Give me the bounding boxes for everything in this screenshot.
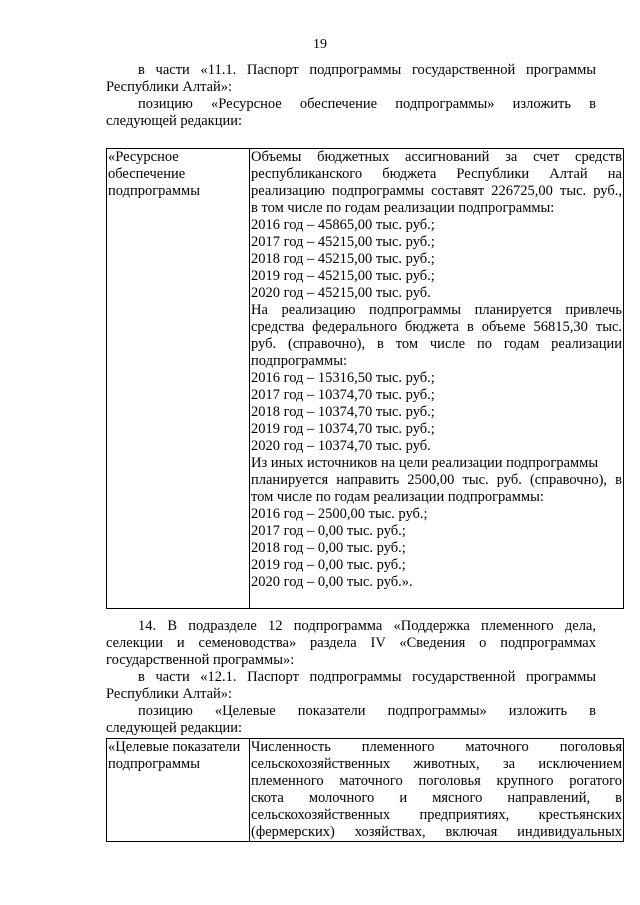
cell-text-line: На реализацию подпрограммы планируется привлечь	[251, 302, 622, 318]
text-line: Республики Алтай»:	[106, 79, 233, 95]
cell-text-line: том числе по годам реализации подпрограммы:	[251, 489, 544, 505]
cell-text-line: 2018 год – 10374,70 тыс. руб.;	[251, 404, 435, 420]
passport-table-indicators	[106, 738, 624, 842]
table-row	[107, 739, 624, 842]
text-line: в части «12.1. Паспорт подпрограммы государственной программы	[138, 669, 596, 685]
cell-text-line: 2020 год – 45215,00 тыс. руб.	[251, 285, 431, 301]
cell-text-line: 2020 год – 10374,70 тыс. руб.	[251, 438, 431, 454]
cell-text-line: племенного маточного поголовья крупного рогатого	[251, 773, 622, 789]
row-content-cell	[250, 149, 624, 609]
cell-text-line: подпрограммы:	[251, 353, 347, 369]
cell-text-line: обеспечение	[108, 166, 186, 182]
cell-text-line: Численность племенного маточного поголовья	[251, 739, 622, 755]
item-14-paragraph	[106, 618, 596, 737]
page-number: 19	[313, 37, 327, 52]
passport-table-resources	[106, 148, 624, 609]
table-row	[107, 149, 624, 609]
cell-text-line: скота молочного и мясного направлений, в	[251, 790, 622, 806]
row-label-cell	[107, 739, 250, 842]
cell-text-line: 2017 год – 10374,70 тыс. руб.;	[251, 387, 435, 403]
cell-text-line: подпрограммы	[108, 756, 200, 772]
cell-text-line: «Целевые показатели	[108, 739, 241, 755]
cell-text-line: средства федерального бюджета в объеме 56815,30 тыс.	[251, 319, 622, 335]
text-line: позицию «Целевые показатели подпрограммы» изложить в	[138, 703, 596, 719]
row-content-cell	[250, 739, 624, 842]
cell-text-line: подпрограммы	[108, 183, 200, 199]
row-label-cell	[107, 149, 250, 609]
cell-text-line: реализацию подпрограммы составят 226725,00 тыс. руб.,	[251, 183, 622, 199]
cell-text-line: 2020 год – 0,00 тыс. руб.».	[251, 574, 413, 590]
cell-text-line: в том числе по годам реализации подпрограммы:	[251, 200, 555, 216]
cell-text-line: 2017 год – 0,00 тыс. руб.;	[251, 523, 406, 539]
text-line: 14. В подразделе 12 подпрограмма «Поддержка племенного дела,	[138, 618, 596, 634]
text-line: следующей редакции:	[106, 720, 243, 736]
text-line: следующей редакции:	[106, 113, 243, 129]
cell-text-line	[251, 591, 622, 608]
cell-text-line: «Ресурсное	[108, 149, 179, 165]
cell-text-line: 2016 год – 2500,00 тыс. руб.;	[251, 506, 428, 522]
text-line: селекции и семеноводства» раздела IV «Сведения о подпрограммах	[106, 635, 596, 651]
cell-text-line: планируется направить 2500,00 тыс. руб. (справочно), в	[251, 472, 622, 488]
cell-text-line: (фермерских) хозяйствах, включая индивидуальных	[251, 824, 622, 840]
text-line: государственной программы»:	[106, 652, 295, 668]
cell-text-line: 2019 год – 0,00 тыс. руб.;	[251, 557, 406, 573]
cell-text-line: Из иных источников на цели реализации подпрограммы	[251, 455, 599, 471]
text-line: позицию «Ресурсное обеспечение подпрограммы» изложить в	[138, 96, 596, 112]
cell-text-line: Объемы бюджетных ассигнований за счет средств	[251, 149, 622, 165]
cell-text-line: 2019 год – 45215,00 тыс. руб.;	[251, 268, 435, 284]
cell-text-line: руб. (справочно), в том числе по годам реализации	[251, 336, 622, 352]
text-line: Республики Алтай»:	[106, 686, 233, 702]
cell-text-line: сельскохозяйственных предприятиях, крестьянских	[251, 807, 622, 823]
text-line: в части «11.1. Паспорт подпрограммы государственной программы	[138, 62, 596, 78]
cell-text-line: 2019 год – 10374,70 тыс. руб.;	[251, 421, 435, 437]
intro-paragraph-1	[106, 62, 596, 130]
cell-text-line: республиканского бюджета Республики Алтай на	[251, 166, 622, 182]
cell-text-line: 2017 год – 45215,00 тыс. руб.;	[251, 234, 435, 250]
cell-text-line: 2016 год – 45865,00 тыс. руб.;	[251, 217, 435, 233]
cell-text-line: 2018 год – 45215,00 тыс. руб.;	[251, 251, 435, 267]
cell-text-line: 2016 год – 15316,50 тыс. руб.;	[251, 370, 435, 386]
cell-text-line: сельскохозяйственных животных, за исключением	[251, 756, 622, 772]
cell-text-line: 2018 год – 0,00 тыс. руб.;	[251, 540, 406, 556]
